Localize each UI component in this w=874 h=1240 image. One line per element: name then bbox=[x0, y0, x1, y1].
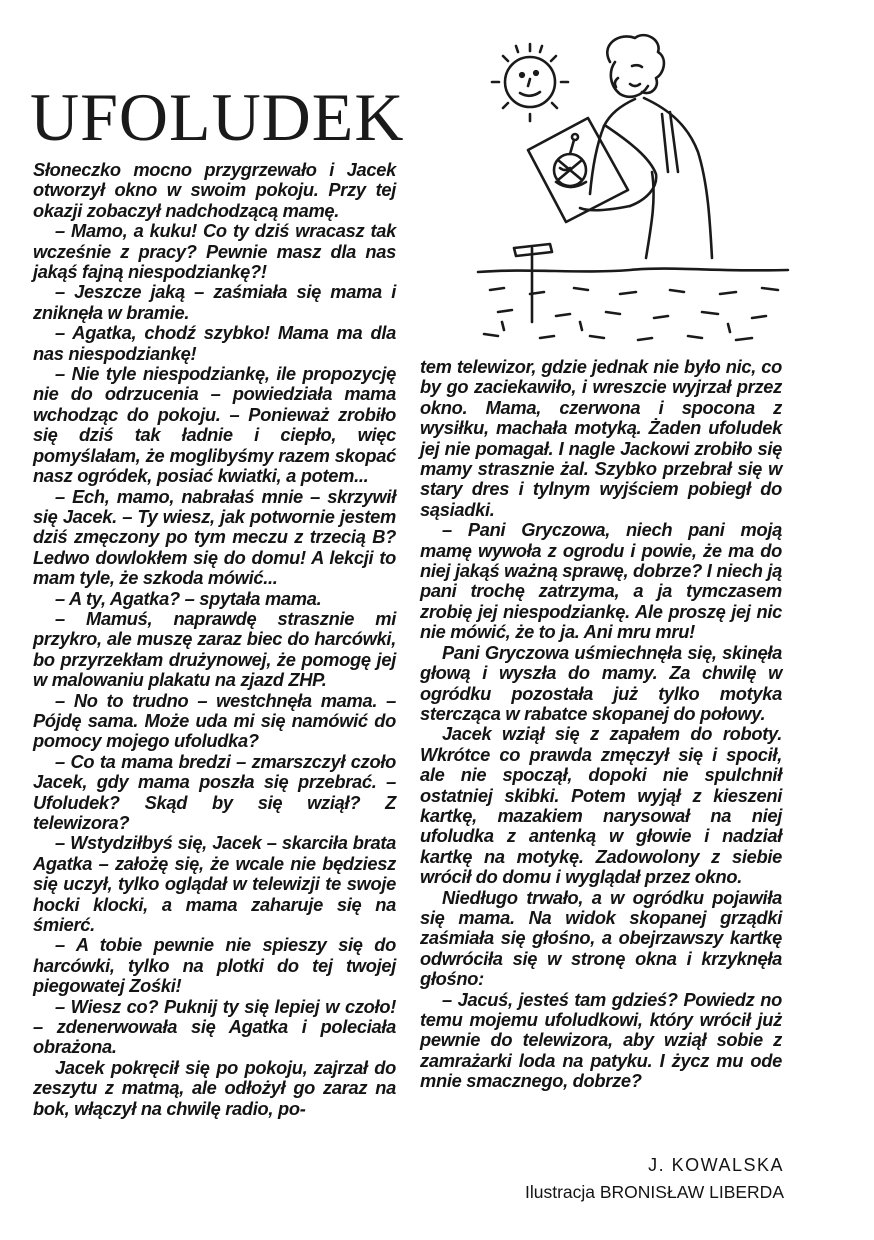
story-paragraph: – No to trudno – westchnęła mama. – Pójdę sama. Może uda mi się namówić do pomocy mojego ufoludka? bbox=[33, 689, 396, 752]
story-paragraph: tem telewizor, gdzie jednak nie było nic, co by go zaciekawiło, i wreszcie wyjrzał przez okno. Mama, czerwona i spocona z wysiłku, machała motyką. Żaden ufoludek jej nie pomagał. I nagle Jackowi zrobiło się mamy strasznie żal. Szybko przebrał się w stary dres i tylnym wyjściem pobiegł do sąsiadki. bbox=[420, 356, 782, 520]
story-paragraph: – Mamo, a kuku! Co ty dziś wracasz tak wcześnie z pracy? Pewnie masz dla nas jakąś fajną niespodziankę?! bbox=[33, 220, 396, 283]
story-paragraph: – Jeszcze jaką – zaśmiała się mama i zniknęła w bramie. bbox=[33, 281, 396, 323]
author-signature: J. KOWALSKA bbox=[648, 1155, 784, 1175]
story-paragraph: – Pani Gryczowa, niech pani moją mamę wywoła z ogrodu i powie, że ma do niej jakąś ważną sprawę, dobrze? I niech ją pani trochę zatrzyma, a ja tymczasem zrobię jej niespodziankę. Ale proszę jej nic nie mówić, że to ja. Ani mru mru! bbox=[420, 519, 783, 643]
story-paragraph: – Mamuś, naprawdę strasznie mi przykro, ale muszę zaraz biec do harcówki, bo przyrzekłam drużynowej, że pomogę jej w malowaniu plakatu na zjazd ZHP. bbox=[33, 607, 396, 691]
card-drawing bbox=[528, 118, 628, 222]
story-paragraph: – Wiesz co? Puknij ty się lepiej w czoło! – zdenerwowała się Agatka i poleciała obrażona. bbox=[33, 995, 396, 1058]
story-paragraph: – Ech, mamo, nabrałaś mnie – skrzywił się Jacek. – Ty wiesz, jak potwornie jestem dziś zmęczony po tym meczu z trzecią B? Ledwo dowlokłem się do domu! A lekcji to mam tyle, że szkoda mówić... bbox=[33, 485, 396, 589]
story-paragraph: – Wstydziłbyś się, Jacek – skarciła brata Agatka – założę się, że wcale nie będziesz się uczył, tylko oglądał w telewizji te swoje hocki klocki, a mama zaharuje się na śmierć. bbox=[33, 832, 396, 936]
illustration-credit: Ilustracja BRONISŁAW LIBERDA bbox=[524, 1182, 784, 1202]
sun-drawing bbox=[492, 44, 568, 121]
hoe-drawing bbox=[514, 244, 552, 322]
story-paragraph: – Co ta mama bredzi – zmarszczył czoło Jacek, gdy mama poszła się przebrać. – Ufoludek? Skąd by się wziął? Z telewizora? bbox=[33, 750, 396, 833]
story-column-left bbox=[33, 160, 396, 1119]
story-paragraph: – Jacuś, jesteś tam gdzieś? Powiedz no temu mojemu ufoludkowi, który wrócił już pewnie do telewizora, aby wziął sobie z zamrażarki loda na patyku. I życz mu ode mnie smacznego, dobrze? bbox=[420, 988, 782, 1092]
illustration-woman-with-ufoludek-drawing bbox=[470, 22, 800, 352]
story-paragraph: – Agatka, chodź szybko! Mama ma dla nas niespodziankę! bbox=[33, 322, 396, 364]
soil-drawing bbox=[478, 269, 788, 340]
story-paragraph: – Nie tyle niespodziankę, ile propozycję nie do odrzucenia – powiedziała mama wchodząc do pokoju. – Ponieważ zrobiło się dziś tak ładnie i ciepło, więc pomyślałam, że moglibyśmy razem skopać nasz ogródek, posiać kwiatki, a potem... bbox=[33, 363, 396, 487]
story-paragraph: Jacek wziął się z zapałem do roboty. Wkrótce co prawda zmęczył się i spocił, ale nie spoczął, dopoki nie spulchnił ostatniej skibki. Potem wyjął z kieszeni kartkę, mazakiem narysował na niej ufoludka z antenką w głowie i nadział kartkę na motykę. Zadowolony z siebie wrócił do domu i wyglądał przez okno. bbox=[420, 723, 782, 888]
story-paragraph: – A ty, Agatka? – spytała mama. bbox=[55, 587, 322, 609]
story-paragraph: Niedługo trwało, a w ogródku pojawiła się mama. Na widok skopanej grządki zaśmiała się głośno, a obejrzawszy kartkę odwróciła się w stronę okna i krzyknęła głośno: bbox=[420, 886, 782, 990]
story-column-right bbox=[420, 357, 782, 1092]
story-title: UFOLUDEK bbox=[30, 79, 405, 155]
story-paragraph: Słoneczko mocno przygrzewało i Jacek otworzył okno w swoim pokoju. Przy tej okazji zobaczył nadchodzącą mamę. bbox=[33, 159, 396, 221]
story-paragraph: Pani Gryczowa uśmiechnęła się, skinęła głową i wyszła do mamy. Za chwilę w ogródku pozostała już tylko motyka stercząca w rabatce skopanej do połowy. bbox=[420, 641, 782, 724]
woman-drawing bbox=[580, 35, 712, 258]
story-paragraph: – A tobie pewnie nie spieszy się do harcówki, tylko na plotki do tej twojej piegowatej Zośki! bbox=[33, 934, 396, 997]
story-paragraph: Jacek pokręcił się po pokoju, zajrzał do zeszytu z matmą, ale odłożył go zaraz na bok, włączył na chwilę radio, po- bbox=[33, 1056, 396, 1119]
